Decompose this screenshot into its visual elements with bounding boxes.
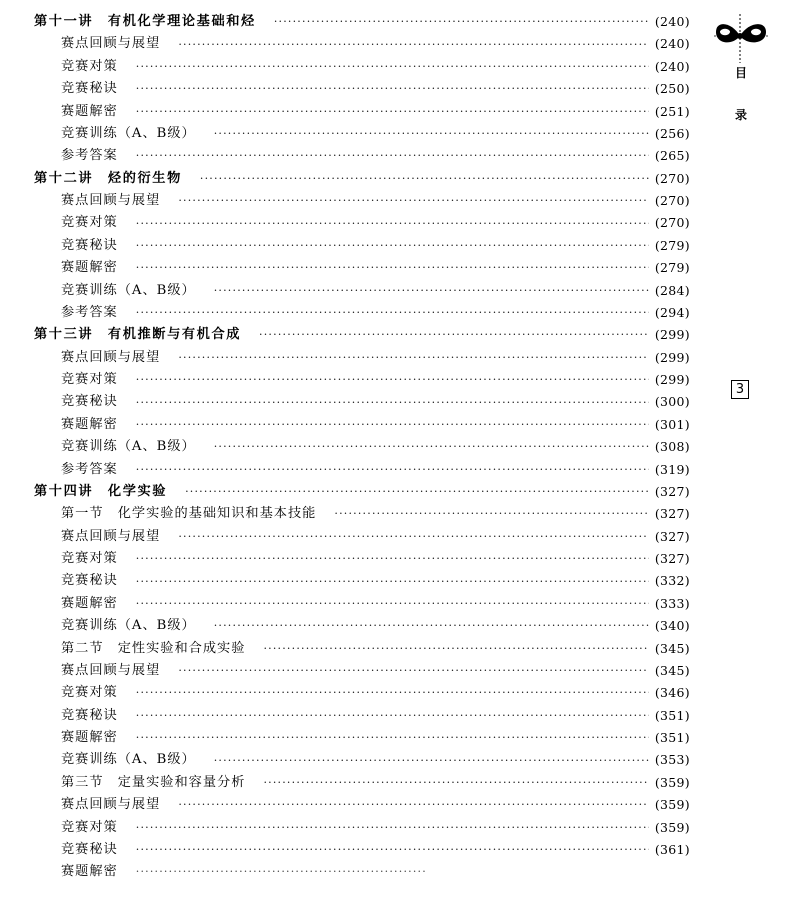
toc-entry-row[interactable] bbox=[34, 593, 690, 615]
toc-leader-dots bbox=[136, 817, 649, 839]
toc-section-row[interactable] bbox=[34, 503, 690, 525]
toc-page-number: (294) bbox=[654, 304, 690, 320]
toc-leader-dots bbox=[136, 369, 649, 391]
toc-entry-label: 竞赛对策 bbox=[61, 372, 118, 387]
toc-entry-row[interactable] bbox=[34, 570, 690, 592]
toc-entry-label: 竞赛对策 bbox=[61, 819, 118, 835]
toc-entry-label: 竞赛对策 bbox=[61, 551, 118, 566]
toc-entry-row[interactable] bbox=[34, 861, 690, 883]
toc-chapter-row[interactable] bbox=[34, 168, 690, 190]
toc-page-number: (327) bbox=[654, 551, 690, 566]
toc-page-number: (240) bbox=[654, 58, 690, 74]
toc-entry-label: 第一节 化学实验的基础知识和基本技能 bbox=[61, 506, 317, 522]
toc-entry-row[interactable] bbox=[34, 123, 690, 145]
toc-page-number: (299) bbox=[654, 349, 690, 365]
toc-page-number: (359) bbox=[654, 774, 690, 790]
toc-entry-row[interactable] bbox=[34, 369, 690, 391]
toc-entry-row[interactable] bbox=[34, 347, 690, 369]
toc-page-number: (270) bbox=[654, 215, 690, 231]
toc-page-number: (340) bbox=[654, 618, 690, 634]
toc-entry-row[interactable] bbox=[34, 436, 690, 458]
toc-entry-row[interactable] bbox=[34, 190, 690, 212]
toc-entry-label: 竞赛训练（A、B级） bbox=[61, 752, 196, 768]
toc-leader-dots bbox=[136, 839, 649, 861]
toc-entry-label: 参考答案 bbox=[61, 304, 118, 320]
toc-entry-row[interactable] bbox=[34, 660, 690, 682]
toc-entry-row[interactable] bbox=[34, 33, 690, 55]
toc-page-number: (346) bbox=[654, 685, 690, 701]
toc-entry-label: 竞赛训练（A、B级） bbox=[61, 618, 196, 634]
toc-leader-dots bbox=[136, 727, 649, 749]
toc-page-number: (279) bbox=[654, 237, 690, 253]
toc-entry-row[interactable] bbox=[34, 145, 690, 167]
toc-entry-label: 赛题解密 bbox=[61, 730, 118, 745]
bow-tie-ornament-icon bbox=[712, 14, 770, 64]
toc-leader-dots bbox=[214, 615, 649, 637]
toc-entry-row[interactable] bbox=[34, 749, 690, 771]
toc-page-number: (240) bbox=[654, 14, 690, 29]
toc-page-number: (265) bbox=[654, 148, 690, 164]
toc-entry-label: 竞赛训练（A、B级） bbox=[61, 439, 196, 455]
toc-entry-label: 竞赛对策 bbox=[61, 685, 118, 701]
toc-leader-dots bbox=[274, 11, 649, 33]
toc-page-number: (332) bbox=[654, 573, 690, 589]
toc-page-number: (256) bbox=[654, 125, 690, 141]
toc-page-number: (251) bbox=[654, 103, 690, 119]
toc-entry-row[interactable] bbox=[34, 414, 690, 436]
toc-leader-dots bbox=[136, 145, 649, 167]
toc-leader-dots bbox=[136, 414, 649, 436]
toc-entry-label: 第十四讲 化学实验 bbox=[34, 483, 168, 499]
side-title-char-1: 目 bbox=[734, 66, 747, 80]
toc-leader-dots bbox=[136, 302, 649, 324]
toc-page-number: (361) bbox=[654, 841, 690, 857]
toc-leader-dots bbox=[185, 481, 649, 503]
toc-page-number: (351) bbox=[654, 730, 690, 745]
toc-leader-dots bbox=[178, 34, 649, 56]
toc-entry-row[interactable] bbox=[34, 794, 690, 816]
toc-entry-row[interactable] bbox=[34, 615, 690, 637]
toc-entry-row[interactable] bbox=[34, 705, 690, 727]
toc-leader-dots bbox=[214, 280, 649, 302]
toc-leader-dots bbox=[136, 571, 649, 593]
toc-leader-dots bbox=[136, 56, 649, 78]
toc-leader-dots bbox=[136, 392, 649, 414]
toc-entry-row[interactable] bbox=[34, 548, 690, 570]
toc-page-number: (240) bbox=[654, 36, 690, 52]
toc-entry-row[interactable] bbox=[34, 459, 690, 481]
toc-entry-label: 第十一讲 有机化学理论基础和烃 bbox=[34, 14, 256, 29]
toc-page-number: (345) bbox=[654, 662, 690, 678]
toc-entry-row[interactable] bbox=[34, 212, 690, 234]
toc-entry-row[interactable] bbox=[34, 682, 690, 704]
toc-entry-row[interactable] bbox=[34, 101, 690, 123]
toc-entry-label: 竞赛对策 bbox=[61, 58, 118, 74]
toc-leader-dots bbox=[334, 503, 649, 525]
toc-entry-row[interactable] bbox=[34, 839, 690, 861]
toc-leader-dots bbox=[214, 436, 649, 458]
toc-leader-dots bbox=[178, 347, 649, 369]
toc-leader-dots bbox=[178, 526, 649, 548]
toc-entry-row[interactable] bbox=[34, 56, 690, 78]
toc-entry-row[interactable] bbox=[34, 280, 690, 302]
toc-entry-label: 第十三讲 有机推断与有机合成 bbox=[34, 327, 242, 343]
toc-page-number: (308) bbox=[654, 439, 690, 455]
toc-page-number: (299) bbox=[654, 327, 690, 343]
toc-leader-dots bbox=[136, 235, 649, 257]
table-of-contents bbox=[34, 11, 690, 884]
toc-entry-label: 赛题解密 bbox=[61, 416, 118, 432]
toc-leader-dots bbox=[136, 213, 649, 235]
toc-page-number: (319) bbox=[654, 461, 690, 477]
side-title-char-2: 录 bbox=[734, 108, 747, 122]
toc-entry-label: 竞赛秘诀 bbox=[61, 394, 118, 410]
toc-leader-dots bbox=[214, 750, 649, 772]
toc-entry-label: 竞赛对策 bbox=[61, 215, 118, 231]
toc-entry-label: 竞赛秘诀 bbox=[61, 707, 118, 723]
toc-leader-dots bbox=[178, 190, 649, 212]
toc-page-number: (250) bbox=[654, 81, 690, 97]
toc-leader-dots bbox=[136, 682, 649, 704]
toc-entry-label: 第三节 定量实验和容量分析 bbox=[61, 774, 246, 790]
toc-leader-dots bbox=[259, 324, 649, 346]
toc-page-number: (300) bbox=[654, 394, 690, 410]
toc-page-number: (327) bbox=[654, 528, 690, 544]
toc-leader-dots bbox=[263, 638, 648, 660]
toc-entry-row[interactable] bbox=[34, 727, 690, 749]
toc-page-number: (353) bbox=[654, 752, 690, 768]
toc-entry-row[interactable] bbox=[34, 235, 690, 257]
toc-entry-label: 参考答案 bbox=[61, 148, 118, 164]
toc-leader-dots bbox=[178, 794, 649, 816]
toc-entry-label: 赛点回顾与展望 bbox=[61, 193, 161, 208]
toc-entry-label: 竞赛秘诀 bbox=[61, 841, 118, 857]
toc-entry-label: 赛点回顾与展望 bbox=[61, 528, 161, 544]
toc-page-number: (333) bbox=[654, 595, 690, 611]
toc-entry-label: 赛点回顾与展望 bbox=[61, 349, 161, 365]
toc-page-number: (351) bbox=[654, 707, 690, 723]
toc-page-number: (359) bbox=[654, 797, 690, 813]
toc-leader-dots bbox=[178, 660, 649, 682]
toc-leader-dots bbox=[136, 705, 649, 727]
toc-entry-row[interactable] bbox=[34, 817, 690, 839]
toc-entry-label: 竞赛秘诀 bbox=[61, 573, 118, 589]
toc-entry-label: 赛题解密 bbox=[61, 260, 118, 276]
toc-leader-dots bbox=[136, 548, 649, 570]
toc-entry-label: 竞赛训练（A、B级） bbox=[61, 282, 196, 298]
toc-entry-row[interactable] bbox=[34, 391, 690, 413]
toc-entry-label: 赛点回顾与展望 bbox=[61, 36, 161, 52]
toc-entry-row[interactable] bbox=[34, 302, 690, 324]
toc-chapter-row[interactable] bbox=[34, 11, 690, 33]
toc-page-number: (270) bbox=[654, 193, 690, 208]
toc-page-number: (327) bbox=[654, 506, 690, 522]
toc-chapter-row[interactable] bbox=[34, 324, 690, 346]
toc-entry-row[interactable] bbox=[34, 526, 690, 548]
toc-leader-dots bbox=[136, 861, 426, 883]
toc-entry-label: 赛题解密 bbox=[61, 595, 118, 611]
toc-entry-label: 竞赛秘诀 bbox=[61, 81, 118, 97]
toc-leader-dots bbox=[200, 168, 649, 190]
toc-entry-label: 赛题解密 bbox=[61, 864, 118, 880]
toc-entry-row[interactable] bbox=[34, 78, 690, 100]
toc-leader-dots bbox=[136, 593, 649, 615]
toc-section-row[interactable] bbox=[34, 638, 690, 660]
toc-entry-label: 第二节 定性实验和合成实验 bbox=[61, 640, 246, 656]
toc-page-number: (279) bbox=[654, 260, 690, 276]
toc-entry-label: 赛点回顾与展望 bbox=[61, 662, 161, 678]
toc-entry-label: 赛题解密 bbox=[61, 103, 118, 119]
toc-leader-dots bbox=[136, 78, 649, 100]
toc-entry-label: 竞赛训练（A、B级） bbox=[61, 125, 196, 141]
toc-leader-dots bbox=[136, 101, 649, 123]
page-number: 3 bbox=[731, 380, 749, 399]
toc-page-number: (327) bbox=[654, 483, 690, 499]
toc-page-number: (359) bbox=[654, 819, 690, 835]
toc-entry-row[interactable] bbox=[34, 257, 690, 279]
toc-entry-label: 第十二讲 烃的衍生物 bbox=[34, 170, 182, 186]
toc-page-number: (270) bbox=[654, 170, 690, 186]
toc-page-number: (299) bbox=[654, 372, 690, 387]
toc-entry-label: 竞赛秘诀 bbox=[61, 237, 118, 253]
toc-leader-dots bbox=[136, 257, 649, 279]
toc-section-row[interactable] bbox=[34, 772, 690, 794]
toc-chapter-row[interactable] bbox=[34, 481, 690, 503]
toc-page-number: (301) bbox=[654, 416, 690, 432]
toc-leader-dots bbox=[136, 459, 649, 481]
toc-page-number: (345) bbox=[654, 640, 690, 656]
toc-entry-label: 赛点回顾与展望 bbox=[61, 797, 161, 813]
toc-entry-label: 参考答案 bbox=[61, 461, 118, 477]
toc-leader-dots bbox=[214, 123, 649, 145]
toc-leader-dots bbox=[263, 772, 648, 794]
toc-page-number: (284) bbox=[654, 282, 690, 298]
